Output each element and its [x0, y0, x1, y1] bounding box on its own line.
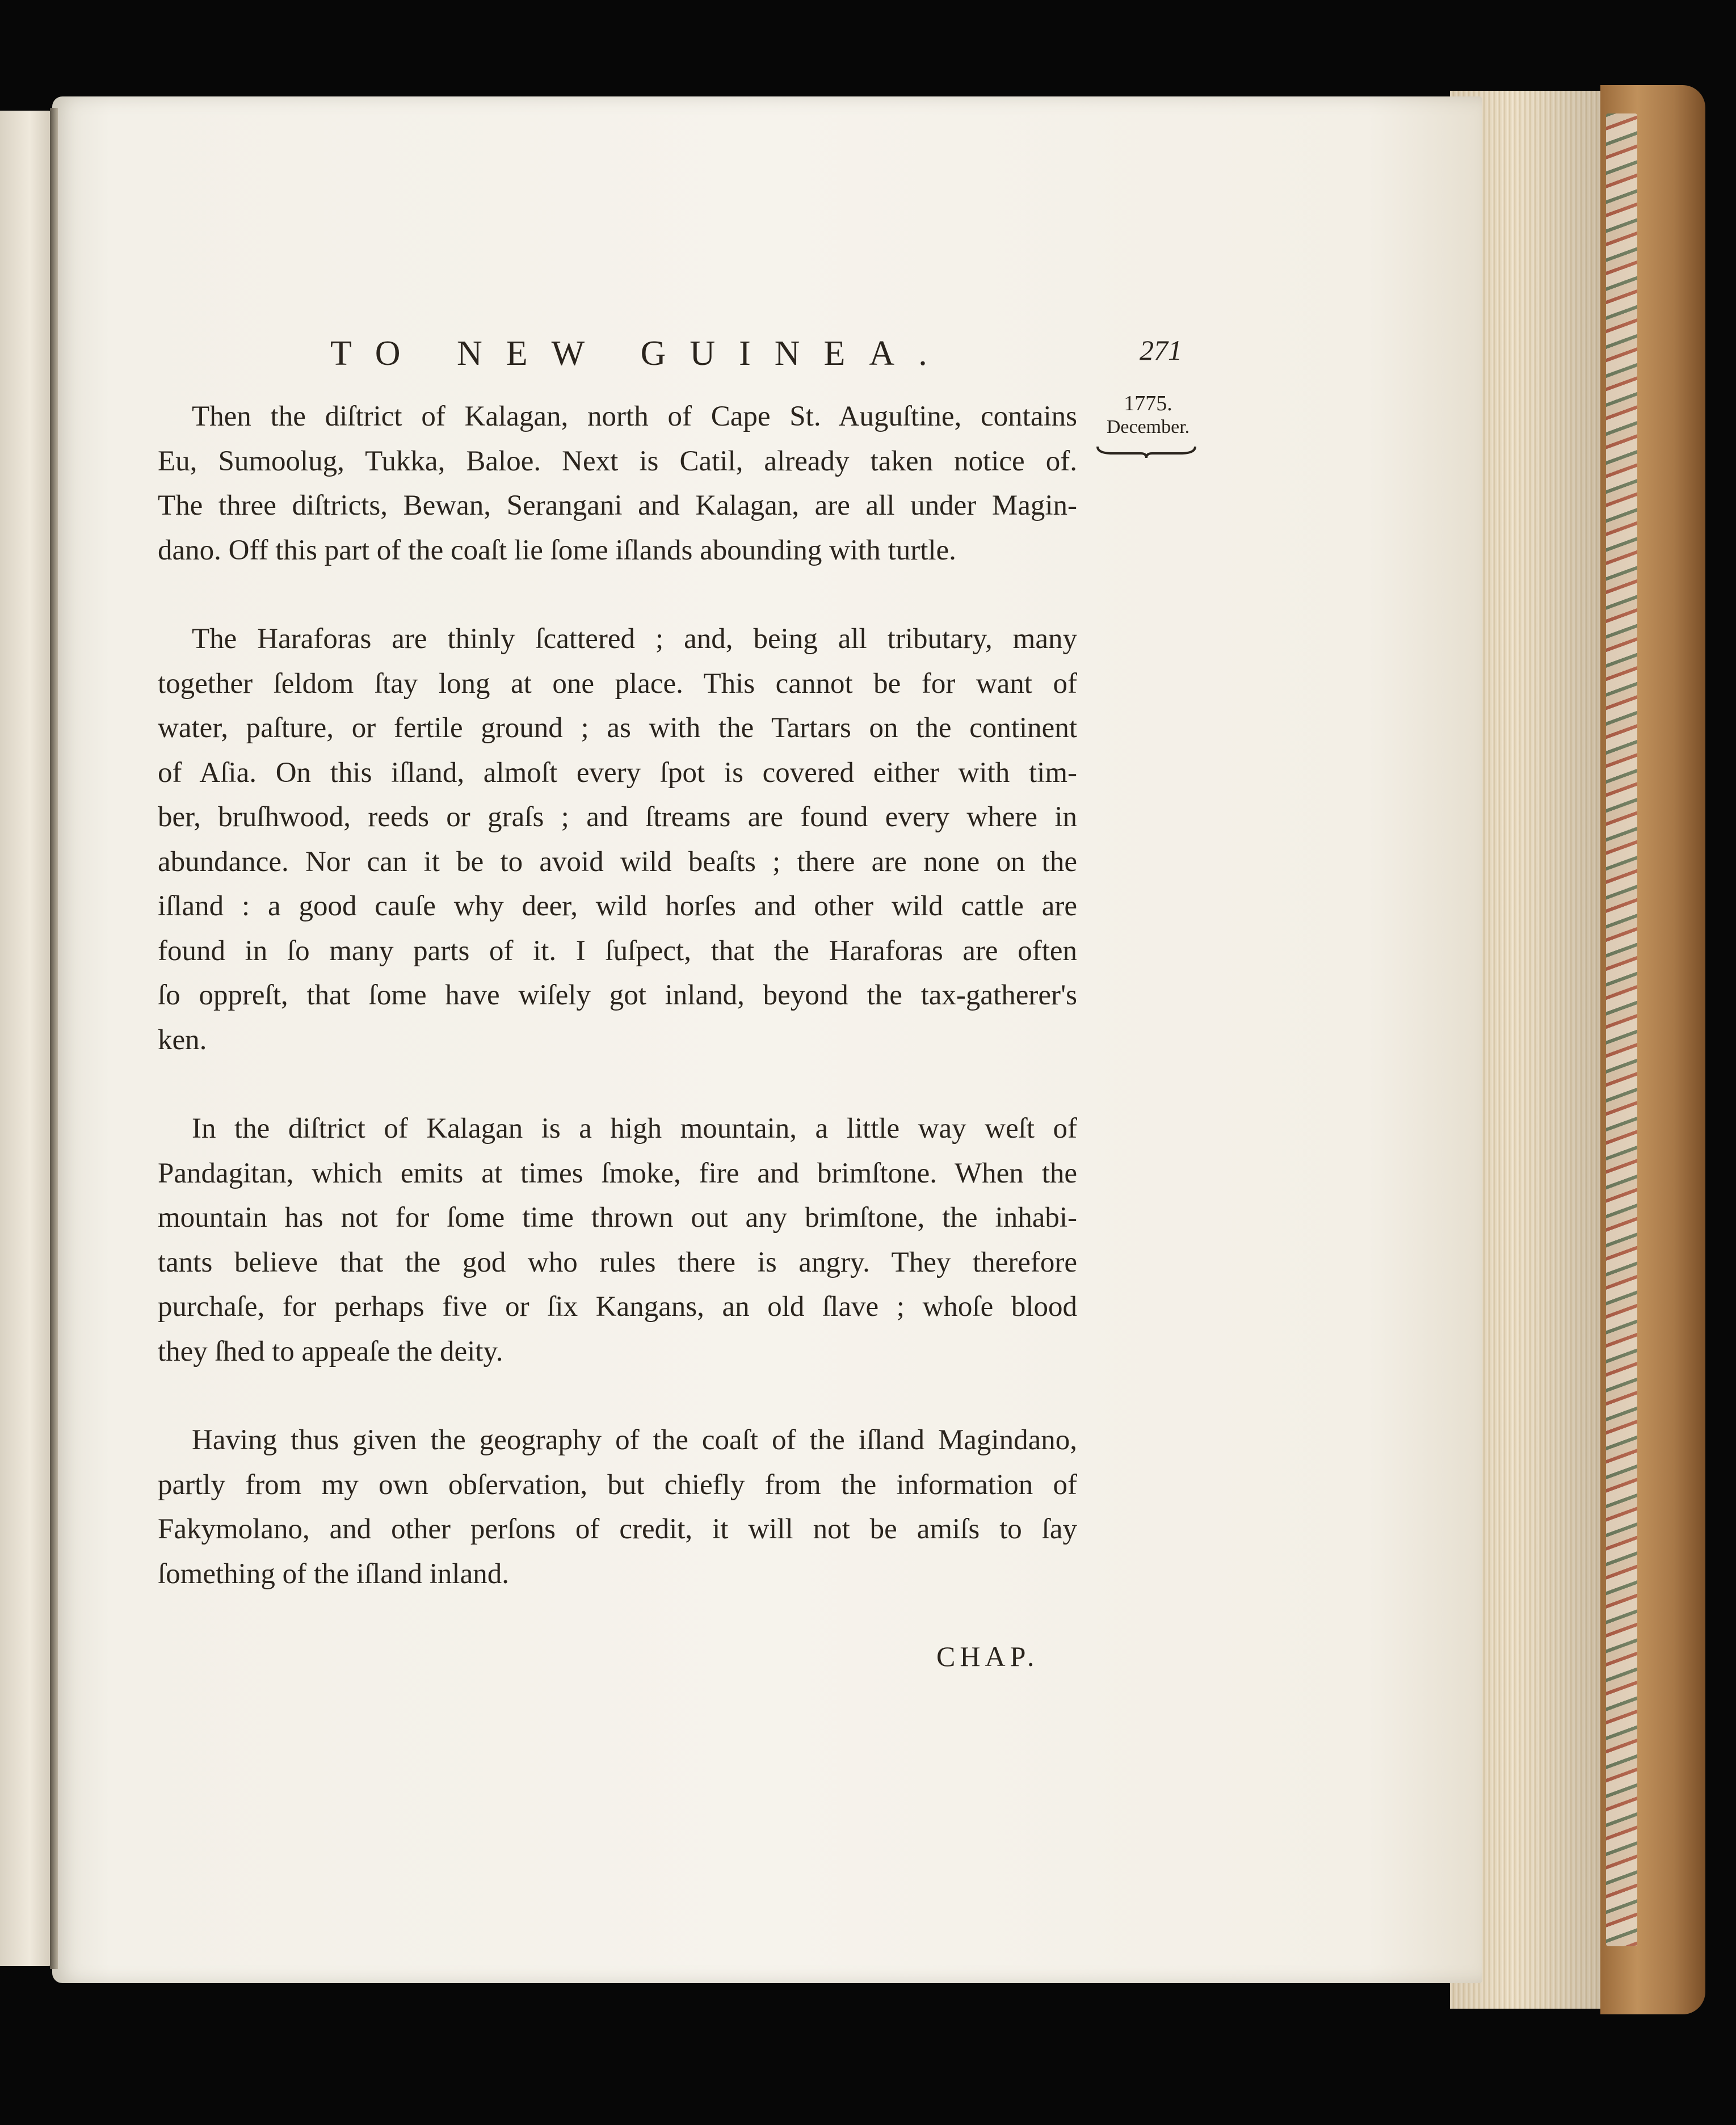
text-line: dano. Off this part of the coaſt lie ſome iſlands abounding with turtle. [158, 534, 956, 566]
text-line: The three diſtricts, Bewan, Serangani and Kalagan, are all under Magin- [158, 490, 1077, 521]
text-line: Then the diſtrict of Kalagan, north of Cape St. Auguſtine, contains [192, 401, 1077, 432]
text-line: tants believe that the god who rules there is angry. They therefore [158, 1246, 1077, 1278]
text-line: Pandagitan, which emits at times ſmoke, fire and brimſtone. When the [158, 1157, 1077, 1189]
page-number: 271 [1140, 334, 1182, 366]
text-line: Fakymolano, and other perſons of credit, it will not be amiſs to ſay [158, 1513, 1077, 1545]
margin-note [1088, 392, 1208, 439]
paragraph-3 [158, 1106, 1077, 1374]
text-line: partly from my own obſervation, but chiefly from the information of [158, 1468, 1077, 1501]
text-line: abundance. Nor can it be to avoid wild beaſts ; there are none on the [158, 845, 1077, 878]
text-line: found in ſo many parts of it. I ſuſpect, that the Haraforas are often [158, 935, 1077, 967]
previous-page-edge [0, 111, 54, 1966]
text-line: ken. [158, 1024, 207, 1056]
paragraph-1 [158, 394, 1077, 573]
text-line: water, paſture, or fertile ground ; as with the Tartars on the continent [158, 712, 1077, 744]
text-line: Eu, Sumoolug, Tukka, Baloe. Next is Catil, already taken notice of. [158, 445, 1077, 477]
text-line: iſland : a good cauſe why deer, wild horſes and other wild cattle are [158, 890, 1077, 922]
margin-brace-icon [1095, 444, 1197, 459]
text-line: ſo oppreſt, that ſome have wiſely got inland, beyond the tax-gatherer's [158, 979, 1077, 1011]
paragraph-2 [158, 617, 1077, 1062]
text-line: of Aſia. On this iſland, almoſt every ſpot is covered either with tim- [158, 756, 1077, 789]
page-body [158, 394, 1077, 1640]
text-line: mountain has not for ſome time thrown out any brimſtone, the inhabi- [158, 1202, 1077, 1234]
text-line: ſomething of the iſland inland. [158, 1558, 509, 1590]
marbled-edge [1606, 113, 1637, 1946]
text-line: ber, bruſhwood, reeds or graſs ; and ſtreams are found every where in [158, 801, 1077, 833]
text-line: Having thus given the geography of the coaſt of the iſland Magindano, [192, 1424, 1077, 1456]
margin-note-year: 1775. [1124, 392, 1172, 415]
running-head: TO NEW GUINEA. [330, 334, 951, 373]
text-line: The Haraforas are thinly ſcattered ; and, being all tributary, many [192, 623, 1077, 655]
paragraph-4 [158, 1418, 1077, 1596]
margin-note-month: December. [1106, 416, 1190, 437]
page-gutter [50, 108, 58, 1969]
catchword: CHAP. [936, 1640, 1039, 1672]
text-line: In the diſtrict of Kalagan is a high mountain, a little way weſt of [192, 1113, 1077, 1144]
text-line: they ſhed to appeaſe the deity. [158, 1335, 503, 1367]
text-line: purchaſe, for perhaps five or ſix Kangans, an old ſlave ; whoſe blood [158, 1291, 1077, 1323]
text-line: together ſeldom ſtay long at one place. This cannot be for want of [158, 667, 1077, 700]
